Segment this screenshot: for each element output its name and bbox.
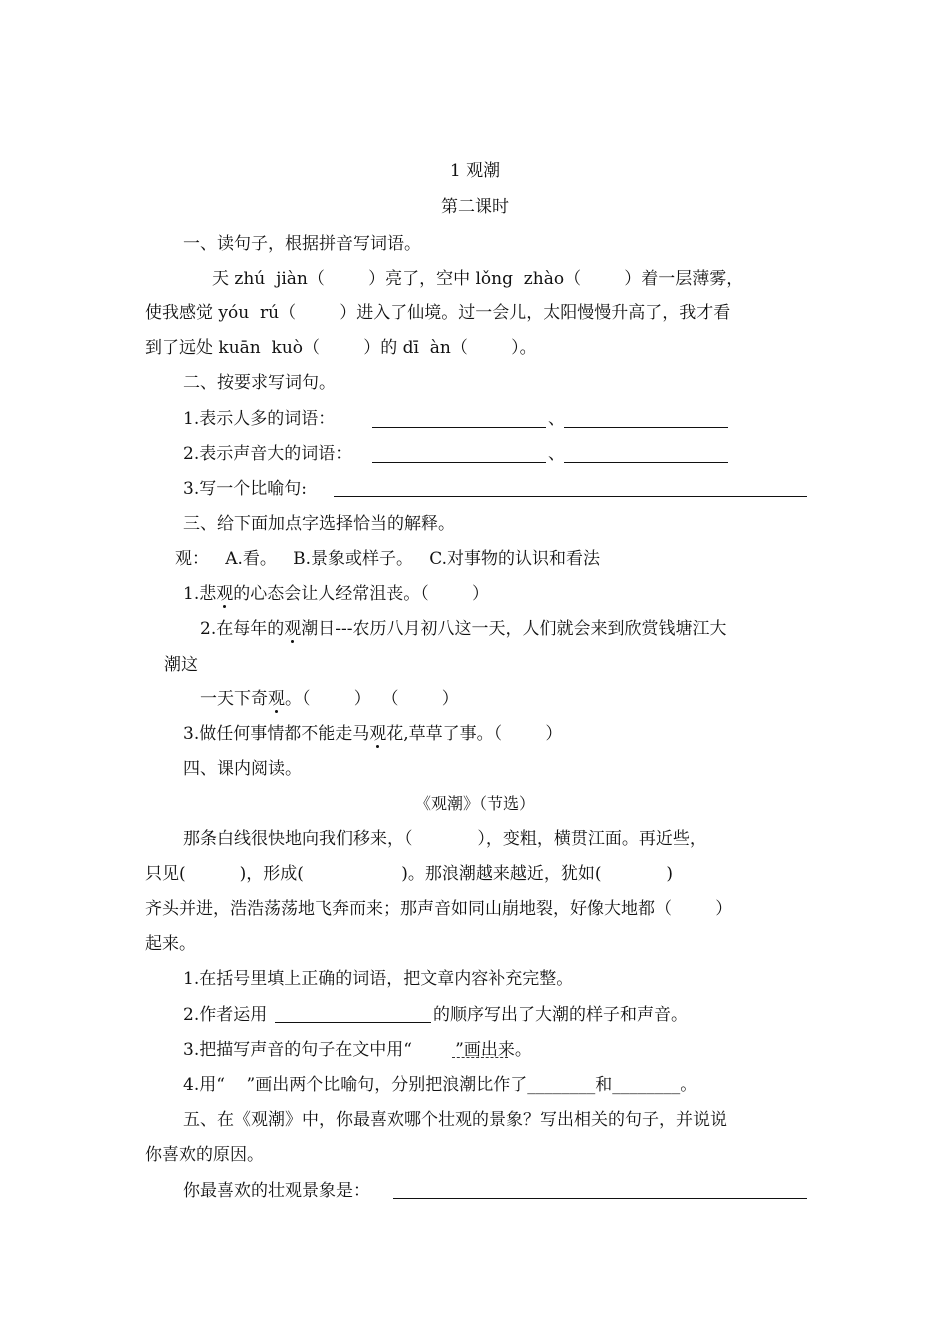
dotted-char: 观	[268, 689, 285, 709]
section5-cont: 你喜欢的原因。	[145, 1145, 264, 1165]
answer-line-q2a[interactable]	[372, 462, 546, 463]
section3-options: 观： A.看。 B.景象或样子。 C.对事物的认识和看法	[175, 549, 601, 569]
dotted-char: 观	[369, 724, 387, 744]
section3-q2	[200, 618, 726, 640]
q2-text-b: 潮日---农历八月初八这一天，人们就会来到欣赏钱塘江大	[301, 619, 727, 639]
section2-q2: 2.表示声音大的词语：	[183, 444, 353, 464]
section3-heading: 三、给下面加点字选择恰当的解释。	[183, 514, 455, 534]
passage-line2: 只见( )，形成( )。那浪潮越来越近，犹如( )	[145, 864, 673, 884]
q1-text-b: 的心态会让人经常沮丧。（ ）	[233, 584, 489, 604]
section4-heading: 四、课内阅读。	[183, 759, 302, 779]
section5-q: 你最喜欢的壮观景象是：	[183, 1181, 370, 1201]
q3-text-b: 花,草草了事。（ ）	[386, 724, 563, 744]
section3-q3	[183, 723, 562, 745]
dotted-char: 观	[216, 584, 234, 604]
answer-line-q2b[interactable]	[564, 462, 728, 463]
passage-line4: 起来。	[145, 934, 196, 954]
section2-q1: 1.表示人多的词语：	[183, 409, 336, 429]
passage-line3: 齐头并进，浩浩荡荡地飞奔而来；那声音如同山崩地裂，好像大地都（ ）	[145, 899, 733, 919]
section1-line2: 使我感觉 yóu rú（ ）进入了仙境。过一会儿，太阳慢慢升高了，我才看	[145, 303, 731, 323]
section3-q2-line3	[200, 688, 459, 710]
section1-line3: 到了远处 kuān kuò（ ）的 dī àn（ ）。	[145, 338, 537, 358]
answer-line-q3[interactable]	[334, 496, 807, 497]
q2-text-a: 2.在每年的	[200, 619, 285, 639]
answer-line-order[interactable]	[275, 1022, 431, 1023]
separator: 、	[548, 444, 565, 464]
answer-line-scene[interactable]	[393, 1198, 807, 1199]
section1-heading: 一、读句子，根据拼音写词语。	[183, 234, 421, 254]
section3-q1	[183, 583, 489, 605]
passage-line1: 那条白线很快地向我们移来，（ ），变粗，横贯江面。再近些，	[183, 829, 707, 849]
section5-heading: 五、在《观潮》中，你最喜欢哪个壮观的景象？写出相关的句子，并说说	[183, 1110, 727, 1130]
dashed-line-marker	[452, 1057, 508, 1058]
section3-q2-cont: 潮这	[164, 655, 198, 675]
section4-q2a: 2.作者运用	[183, 1005, 268, 1025]
dotted-char: 观	[284, 619, 302, 639]
section4-q1: 1.在括号里填上正确的词语，把文章内容补充完整。	[183, 969, 574, 989]
section2-heading: 二、按要求写词句。	[183, 373, 336, 393]
answer-line-q1b[interactable]	[564, 427, 728, 428]
section2-q3: 3.写一个比喻句:	[183, 479, 307, 499]
q2-text-d: 一天下奇	[200, 689, 268, 709]
section4-q3: 3.把描写声音的句子在文中用“ ”画出来。	[183, 1040, 532, 1060]
q3-text-a: 3.做任何事情都不能走马	[183, 724, 370, 744]
answer-line-q1a[interactable]	[372, 427, 546, 428]
passage-title: 《观潮》（节选）	[414, 794, 535, 813]
q1-text-a: 1.悲	[183, 584, 217, 604]
separator: 、	[548, 409, 565, 429]
page-subtitle: 第二课时	[441, 197, 509, 217]
q2-text-e: 。（ ） （ ）	[285, 689, 459, 709]
section4-q2b: 的顺序写出了大潮的样子和声音。	[433, 1005, 688, 1025]
page-title: 1 观潮	[449, 161, 501, 181]
section4-q4: 4.用“ ”画出两个比喻句，分别把浪潮比作了________和________。	[183, 1075, 698, 1095]
section1-line1: 天 zhú jiàn（ ）亮了，空中 lǒng zhào（ ）着一层薄雾，	[212, 269, 744, 289]
